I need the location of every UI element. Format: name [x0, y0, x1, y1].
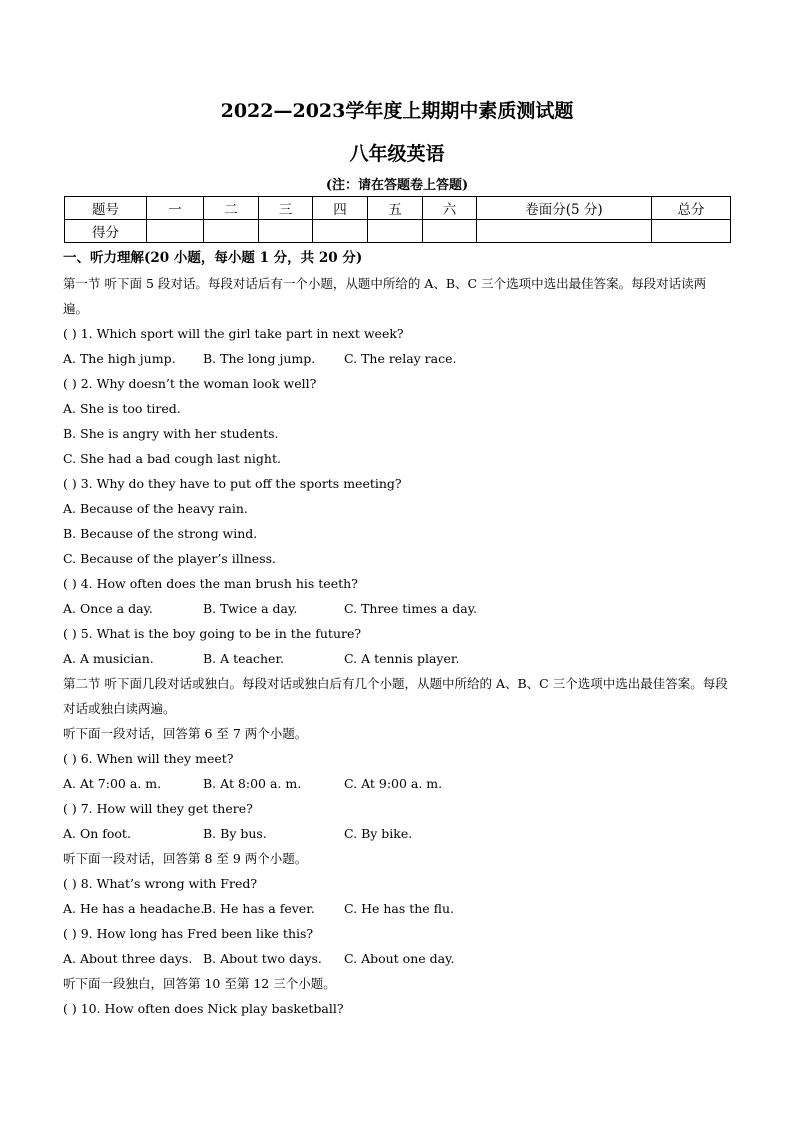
instruction-10-12: 听下面一段独白，回答第 10 至第 12 三个小题。 — [63, 976, 336, 991]
option-a: A. About three days. — [63, 951, 193, 966]
question-4-stem: ( ) 4. How often does the man brush his teeth? — [63, 576, 358, 591]
option-b: B. A teacher. — [203, 651, 285, 666]
question-5-stem: ( ) 5. What is the boy going to be in the future? — [63, 626, 362, 641]
score-table-cell: 五 — [368, 197, 423, 220]
score-cell-empty — [313, 220, 368, 243]
option-c: C. She had a bad cough last night. — [63, 451, 281, 466]
question-6-stem: ( ) 6. When will they meet? — [63, 751, 234, 766]
option-c: C. At 9:00 a. m. — [344, 776, 443, 791]
question-9-stem: ( ) 9. How long has Fred been like this? — [63, 926, 314, 941]
score-cell-empty — [259, 220, 313, 243]
score-table-score-row — [65, 220, 731, 243]
score-table-cell: 题号 — [65, 197, 147, 220]
option-c: C. Because of the player’s illness. — [63, 551, 277, 566]
option-b: B. Twice a day. — [203, 601, 298, 616]
option-a: A. Once a day. — [63, 601, 153, 616]
option-c: C. The relay race. — [344, 351, 457, 366]
option-c: C. He has the flu. — [344, 901, 455, 916]
question-9-options — [63, 946, 731, 971]
question-10-stem: ( ) 10. How often does Nick play basketball? — [63, 1001, 344, 1016]
instruction-6-7: 听下面一段对话，回答第 6 至 7 两个小题。 — [63, 726, 308, 741]
score-table-cell: 二 — [204, 197, 259, 220]
option-b: B. He has a fever. — [203, 901, 315, 916]
option-c: C. About one day. — [344, 951, 455, 966]
option-b: B. About two days. — [203, 951, 322, 966]
option-a: A. Because of the heavy rain. — [63, 501, 248, 516]
score-table-header-row — [65, 197, 731, 220]
question-4-options — [63, 596, 731, 621]
option-b: B. Because of the strong wind. — [63, 526, 258, 541]
question-3-stem: ( ) 3. Why do they have to put off the sports meeting? — [63, 476, 402, 491]
score-cell-empty — [477, 220, 652, 243]
score-cell-empty — [204, 220, 259, 243]
question-1-stem: ( ) 1. Which sport will the girl take part in next week? — [63, 326, 404, 341]
question-1-options — [63, 346, 731, 371]
option-b: B. The long jump. — [203, 351, 316, 366]
question-7-options — [63, 821, 731, 846]
question-7-stem: ( ) 7. How will they get there? — [63, 801, 253, 816]
option-c: C. By bike. — [344, 826, 413, 841]
score-table — [64, 196, 731, 243]
section2-intro: 第二节 听下面几段对话或独白。每段对话或独白后有几个小题，从题中所给的 A、B、C 三个选项中选出最佳答案。每段对话或独白读两遍。 — [63, 676, 728, 716]
score-table-cell: 四 — [313, 197, 368, 220]
exam-body — [63, 246, 731, 1021]
score-cell-empty — [147, 220, 204, 243]
option-b: B. By bus. — [203, 826, 267, 841]
exam-subtitle: 八年级英语 — [349, 143, 445, 165]
option-a: A. At 7:00 a. m. — [63, 776, 162, 791]
section-heading: 一、听力理解(20 小题，每小题 1 分，共 20 分) — [63, 250, 363, 266]
score-table-cell: 得分 — [65, 220, 147, 243]
exam-title: 2022—2023学年度上期期中素质测试题 — [220, 100, 574, 122]
option-a: A. The high jump. — [63, 351, 176, 366]
exam-note: (注：请在答题卷上答题) — [325, 178, 469, 193]
score-cell-empty — [652, 220, 731, 243]
option-b: B. At 8:00 a. m. — [203, 776, 302, 791]
option-c: C. Three times a day. — [344, 601, 478, 616]
question-5-options — [63, 646, 731, 671]
option-a: A. She is too tired. — [63, 401, 181, 416]
question-8-stem: ( ) 8. What’s wrong with Fred? — [63, 876, 258, 891]
score-table-cell: 总分 — [652, 197, 731, 220]
option-c: C. A tennis player. — [344, 651, 460, 666]
score-table-cell: 三 — [259, 197, 313, 220]
question-8-options — [63, 896, 731, 921]
score-table-cell: 六 — [423, 197, 477, 220]
score-cell-empty — [368, 220, 423, 243]
question-2-stem: ( ) 2. Why doesn’t the woman look well? — [63, 376, 317, 391]
option-a: A. A musician. — [63, 651, 154, 666]
score-cell-empty — [423, 220, 477, 243]
question-6-options — [63, 771, 731, 796]
section1-intro: 第一节 听下面 5 段对话。每段对话后有一个小题，从题中所给的 A、B、C 三个选项中选出最佳答案。每段对话读两遍。 — [63, 276, 707, 316]
option-a: A. He has a headache. — [63, 901, 205, 916]
option-a: A. On foot. — [63, 826, 131, 841]
instruction-8-9: 听下面一段对话，回答第 8 至 9 两个小题。 — [63, 851, 308, 866]
score-table-cell: 卷面分(5 分) — [477, 197, 652, 220]
option-b: B. She is angry with her students. — [63, 426, 279, 441]
score-table-cell: 一 — [147, 197, 204, 220]
